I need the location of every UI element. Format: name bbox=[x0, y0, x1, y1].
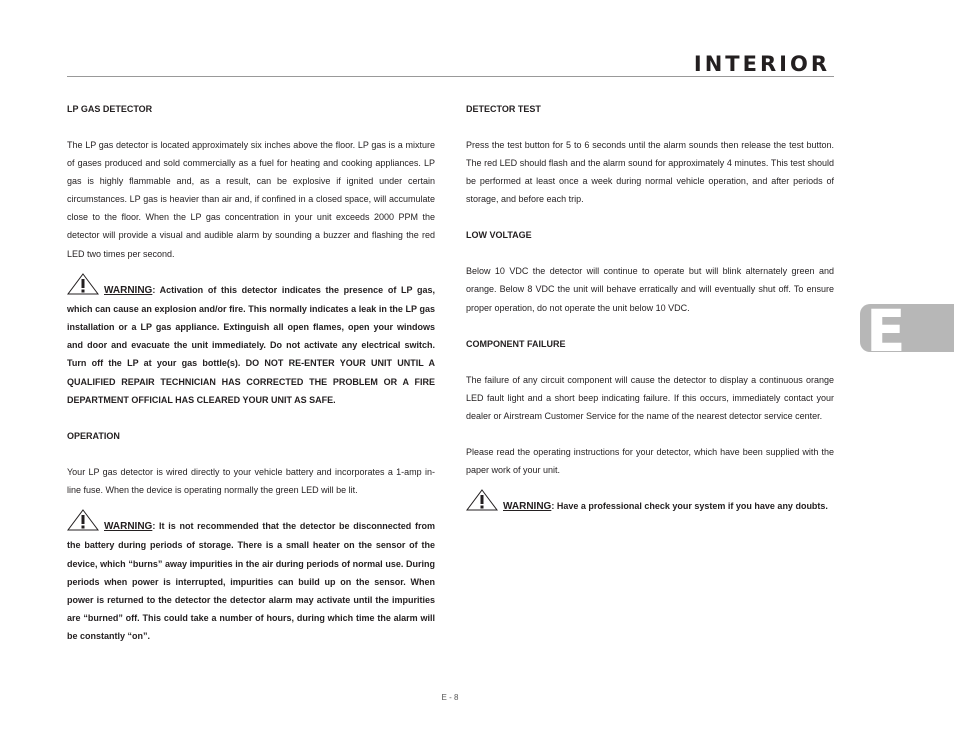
warning-triangle-icon bbox=[466, 489, 498, 511]
lp-gas-detector-heading: LP GAS DETECTOR bbox=[67, 104, 153, 114]
section-tab-letter: E bbox=[866, 304, 906, 352]
operation-body: Your LP gas detector is wired directly to your vehicle battery and incorporates a 1-amp in-line fuse. When the device is operating normally the green LED will be lit. bbox=[67, 467, 435, 496]
warning-block bbox=[67, 273, 435, 409]
lp-gas-detector-body: The LP gas detector is located approximately six inches above the floor. LP gas is a mixture of gases produced and sold commercially as a fuel for heating and cooking appliances. LP gas is highly flammable and, as a result, can be explosive if ignited under certain circumstances. LP gas is heavier than air and, if confined in a closed space, will accumulate close to the floor. When the LP gas concentration in your unit exceeds 2000 PPM the detector will provide a visual and audible alarm by sounding a buzzer and flashing the red LED two times per second. bbox=[67, 140, 435, 259]
page-title: INTERIOR bbox=[693, 52, 830, 76]
warning-block bbox=[466, 489, 834, 516]
component-failure-heading: COMPONENT FAILURE bbox=[466, 338, 566, 349]
section-tab bbox=[860, 304, 954, 352]
warning-text: : It is not recommended that the detector be disconnected from the battery during periods of storage. There is a small heater on the sensor of the device, which “burns” away impurities in the air during periods of normal use. During periods when power is interrupted, impurities can build up on the sensor. When power is returned to the detector the detector alarm may activate until the impurities are “burned” off. This could take a number of hours, during which time the alarm will be constantly “on”. bbox=[67, 521, 435, 642]
component-failure-body: The failure of any circuit component will cause the detector to display a continuous orange LED fault light and a short beep indicating failure. If this occurs, immediately contact your dealer or Airstream Customer Service for the name of the nearest detector service center. bbox=[466, 374, 834, 421]
warning-triangle-icon bbox=[67, 509, 99, 531]
warning-text: : Have a professional check your system if you have any doubts. bbox=[551, 501, 828, 512]
warning-label: WARNING bbox=[104, 284, 153, 296]
operation-heading: OPERATION bbox=[67, 431, 120, 442]
header-divider bbox=[67, 76, 834, 77]
warning-triangle-icon bbox=[67, 273, 99, 295]
warning-text: : Activation of this detector indicates the presence of LP gas, which can cause an explosion and/or fire. This normally indicates a leak in the LP gas installation or a LP gas appliance. Extinguish all open flames, open your windows and door and evacuate the unit immediately. Do not activate any electrical switch. Turn off the LP at your gas bottle(s). DO NOT RE-ENTER YOUR UNIT UNTIL A QUALIFIED REPAIR TECHNICIAN HAS CORRECTED THE PROBLEM OR A FIRE DEPARTMENT OFFICIAL HAS CLEARED YOUR UNIT AS SAFE. bbox=[67, 284, 435, 405]
low-voltage-body: Below 10 VDC the detector will continue to operate but will blink alternately green and orange. Below 8 VDC the unit will behave erratically and will eventually shut off. To ensure proper operation, do not operate the unit below 10 VDC. bbox=[466, 266, 834, 313]
warning-label: WARNING bbox=[503, 501, 552, 513]
warning-block bbox=[67, 509, 435, 645]
page-number: E - 8 bbox=[441, 693, 459, 702]
detector-test-heading: DETECTOR TEST bbox=[466, 104, 541, 114]
low-voltage-heading: LOW VOLTAGE bbox=[466, 230, 532, 241]
left-column bbox=[67, 100, 435, 646]
warning-label: WARNING bbox=[104, 521, 153, 533]
detector-test-body: Press the test button for 5 to 6 seconds until the alarm sounds then release the test button. The red LED should flash and the alarm sound for approximately 4 minutes. This test should be performed at least once a week during normal vehicle operation, and after periods of storage, and before each trip. bbox=[466, 140, 834, 205]
right-column bbox=[466, 100, 834, 516]
read-instructions-body: Please read the operating instructions for your detector, which have been supplied with the paper work of your unit. bbox=[466, 446, 834, 476]
